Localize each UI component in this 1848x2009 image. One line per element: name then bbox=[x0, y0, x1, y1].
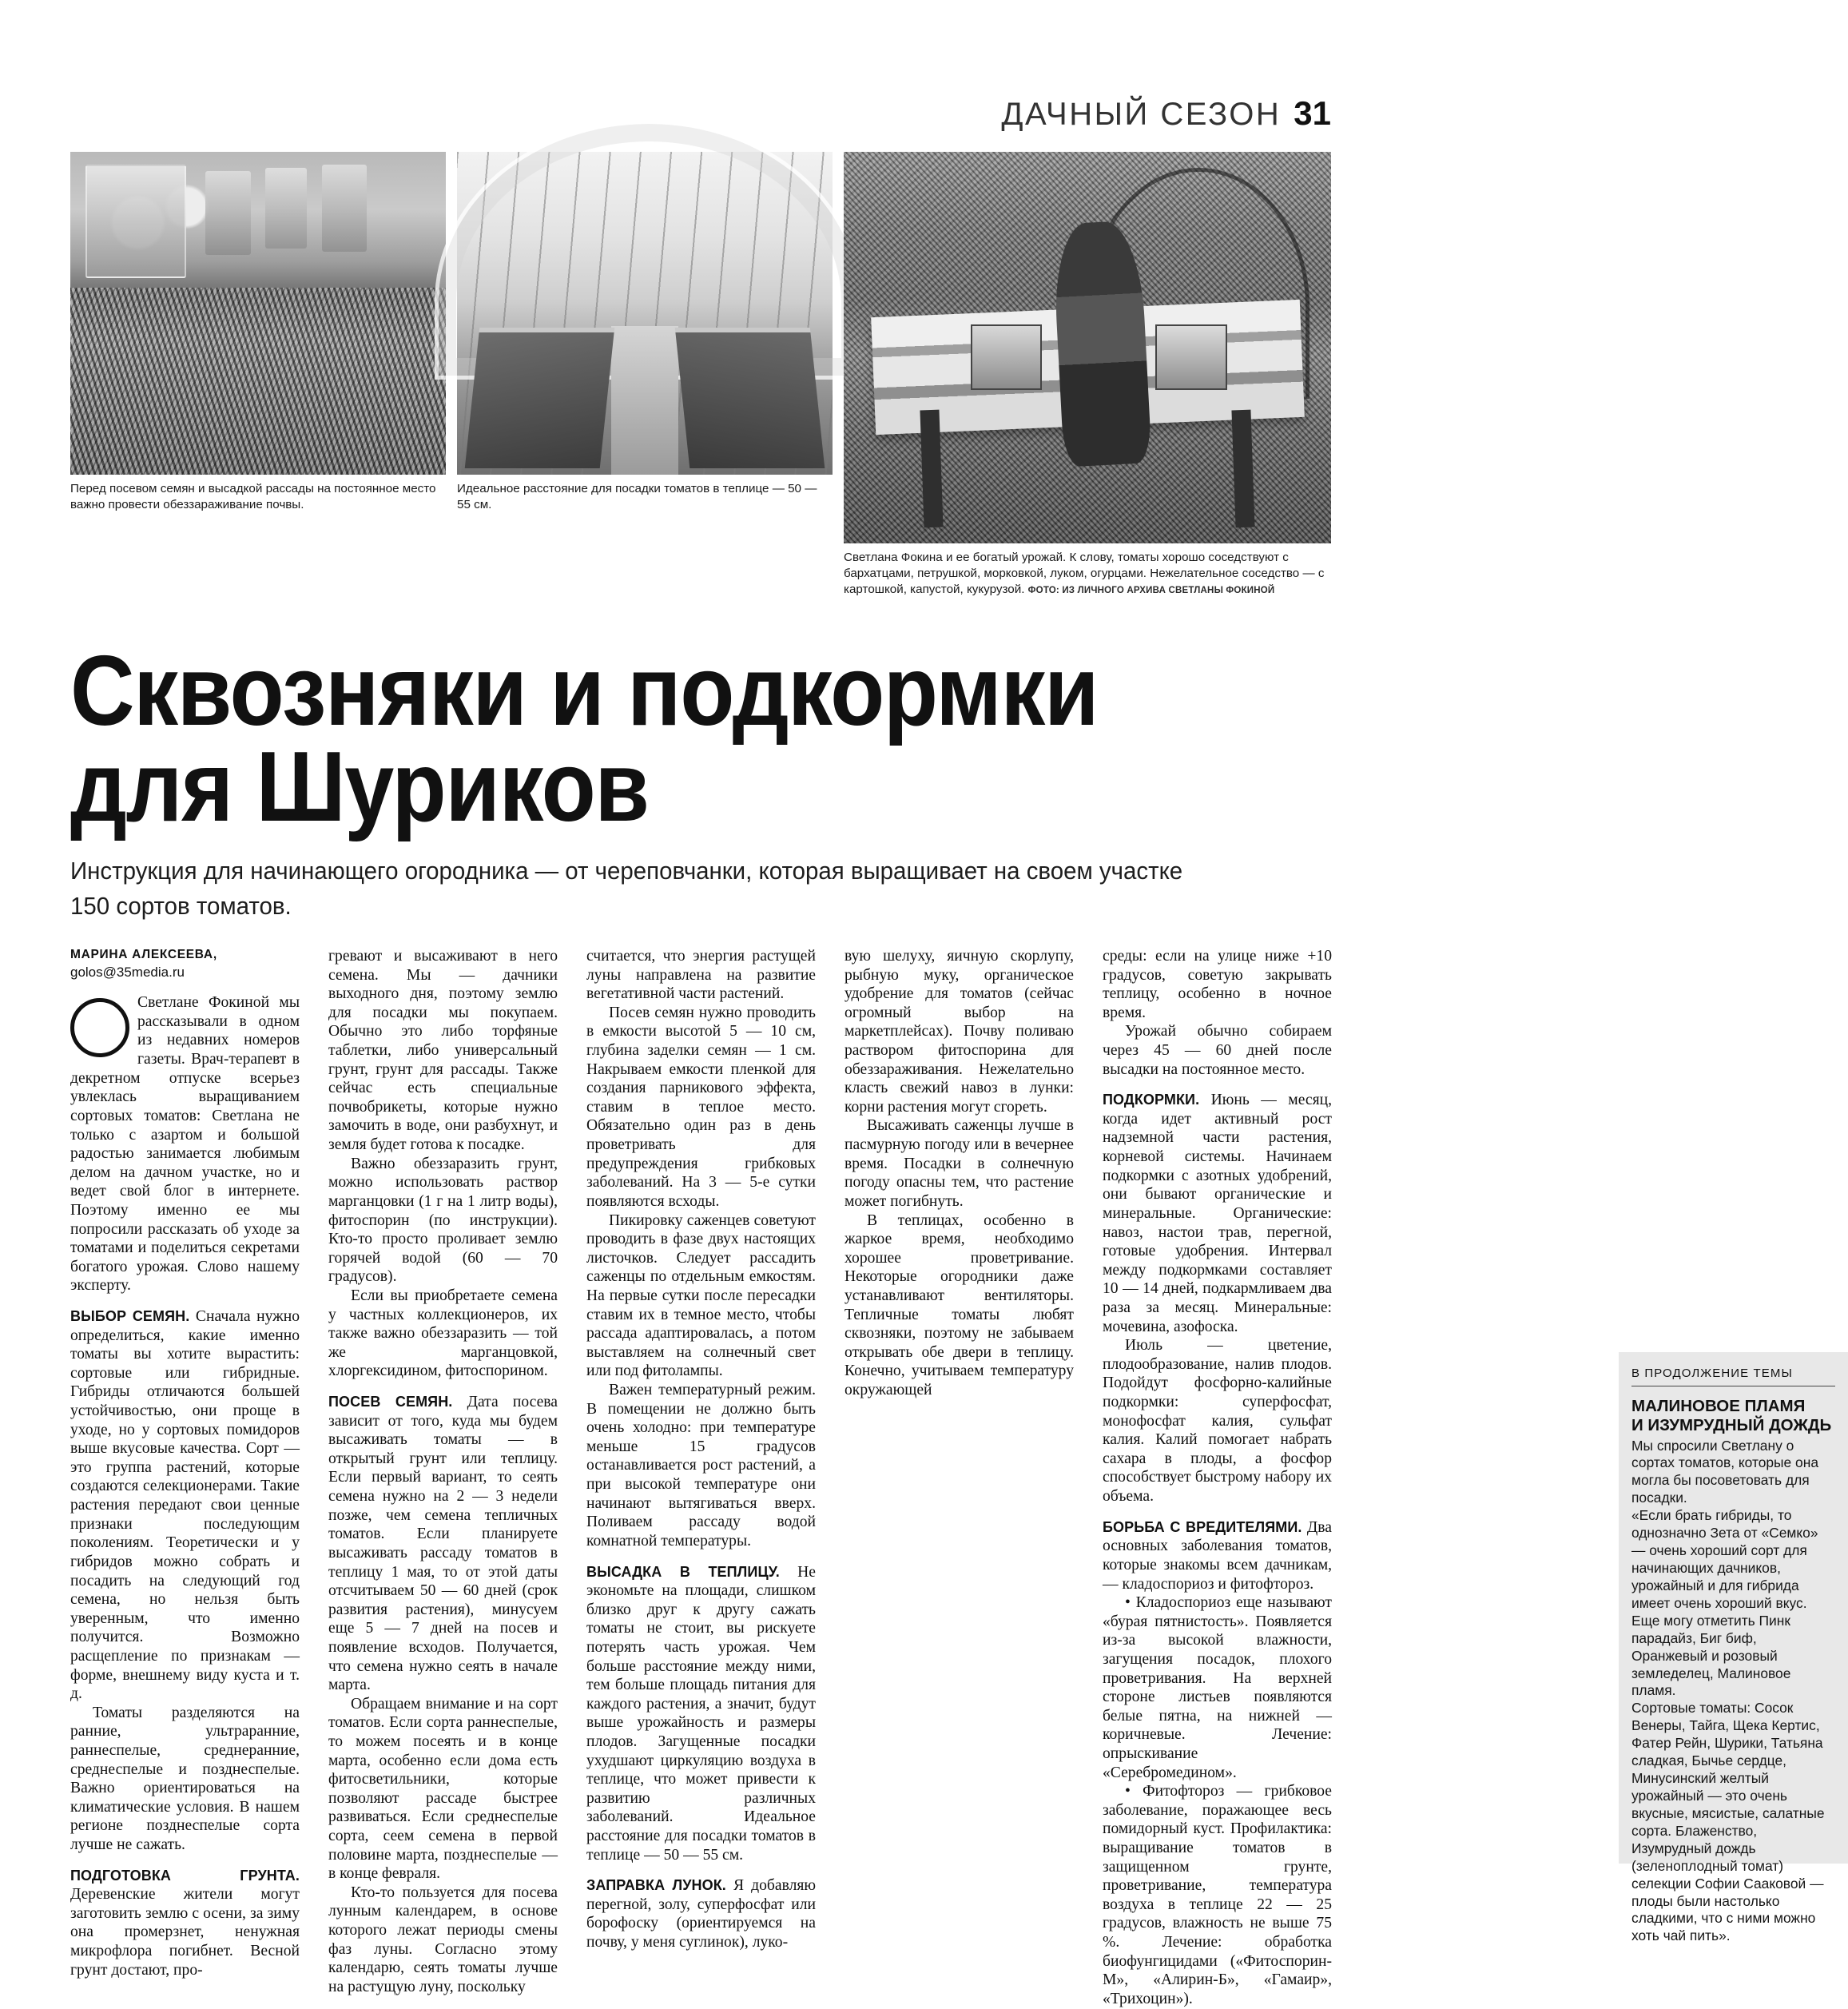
sidebar-paragraph: «Если брать гибриды, то однозначно Зета от «Семко» — очень хороший сорт для начинающих дачников, урожайный и для гибрида имеет очень хороший вкус. Еще могу отметить Пинк парадайз, Биг биф, Оранжевый и розовый земледелец, Малиновое пламя. bbox=[1631, 1507, 1818, 1699]
paragraph: гревают и высаживают в него семена. Мы — дачники выходного дня, поэтому землю для посадки мы покупаем. Обычно это либо торфяные таблетки, либо универсальный грунт, грунт для рассады. Также сейчас есть специальные почвобрикеты, которые нужно замочить в воде, они разбухнут, и земля будет готова к посадке. bbox=[328, 948, 558, 1154]
paragraph: Высаживать саженцы лучше в пасмурную погоду или в вечернее время. Посадки в солнечную погоду опасны тем, что растение может погибнуть. bbox=[845, 1117, 1074, 1210]
paragraph-text: Июнь — месяц, когда идет активный рост надземной части растения, корневой системы. Начинаем подкормки с азотных удобрений, они бывают органические и минеральные. Органические: навоз, настои трав, перегной, готовые удобрения. Интервал между подкормками составляет 10 — 14 дней, подкармливаем два раза за месяц. Минеральные: мочевина, азофоска. bbox=[1103, 1092, 1332, 1335]
paragraph-text: Сначала нужно определиться, какие именно томаты вы хотите вырастить: сортовые или гибридные. Гибриды отличаются большей устойчивостью, они проще в уходе, но у сортовых помидоров выше вкусовые качества. Сорт — это группа растений, которые создаются селекционерами. Такие растения передают свои ценные признаки последующим поколениям. Теоретически и у гибридов можно собрать и посадить на следующий год семена, но нельзя быть уверенным, что именно получится. Возможно расщепление по признакам — форме, внешнему виду куста и т. д. bbox=[70, 1307, 300, 1703]
headline-line-1: Сквозняки и подкормки bbox=[70, 636, 1099, 746]
column-1 bbox=[70, 947, 300, 1979]
paragraph-subhead-podkormki bbox=[1103, 1091, 1332, 1336]
sidebar-paragraph: Сортовые томаты: Сосок Венеры, Тайга, Щека Кертис, Фатер Рейн, Шурики, Татьяна сладкая, Бычье сердце, Минусинский желтый урожайный — это очень вкусные, мясистые, салатные сорта. Блаженство, Изумрудный дождь (зеленоплодный томат) селекции Софии Сааковой — плоды были настолько сладкими, что с ними можно хоть чай пить». bbox=[1631, 1700, 1825, 1944]
paragraph: среды: если на улице ниже +10 градусов, советую закрывать теплицу, особенно в ночное время. bbox=[1103, 948, 1332, 1021]
subhead-label: ПОДКОРМКИ. bbox=[1103, 1092, 1200, 1108]
photo-svetlana-fokina-harvest bbox=[844, 152, 1331, 543]
paragraph: вую шелуху, яичную скорлупу, рыбную муку, органическое удобрение для томатов (сейчас огромный выбор на маркетплейсах). Почву поливаю раствором фитоспорина для обеззараживания. Нежелательно класть свежий навоз в лунки: корни растения могут сгореть. bbox=[845, 948, 1074, 1116]
sidebar-title-line-2: И ИЗУМРУДНЫЙ ДОЖДЬ bbox=[1631, 1415, 1832, 1434]
sidebar-title-line-1: МАЛИНОВОЕ ПЛАМЯ bbox=[1631, 1397, 1806, 1415]
caption-text: Светлана Фокина и ее богатый урожай. К слову, томаты хорошо соседствуют с бархатцами, петрушкой, морковкой, луком, огурцами. Нежелательное соседство — с картошкой, капустой, кукурузой. bbox=[844, 551, 1325, 597]
paragraph-text: Два основных заболевания томатов, которые знакомы всем дачникам, — кладоспориоз и фитофтороз. bbox=[1103, 1518, 1332, 1593]
photo-image bbox=[844, 152, 1331, 543]
subhead-label: ПОСЕВ СЕМЯН. bbox=[328, 1394, 453, 1410]
photo-seedlings-in-trays bbox=[70, 152, 446, 475]
paragraph-text: Дата посева зависит от того, куда мы будем высаживать томаты — в открытый грунт или теплицу. Если первый вариант, то сеять семена нужно на 2 — 3 недели позже, чем семена тепличных томатов. Если планируете высаживать рассаду томатов в теплицу 1 мая, то от этой даты отсчитываем 50 — 60 дней (срок развития растения), минусуем еще 5 — 7 дней на посев и появление всходов. Получается, что семена нужно сеять в начале марта. bbox=[328, 1394, 558, 1694]
paragraph: Важен температурный режим. В помещении не должно быть очень холодно: при температуре меньше 15 градусов останавливается рост растений, а при высокой температуре они начинают вытягиваться вверх. Поливаем рассаду водой комнатной температуры. bbox=[586, 1382, 816, 1550]
headline-line-2: для Шуриков bbox=[70, 732, 649, 843]
subhead-label: ВЫСАДКА В ТЕПЛИЦУ. bbox=[586, 1563, 780, 1580]
paragraph: • Фитофтороз — грибковое заболевание, поражающее весь помидорный куст. Профилактика: выращивание томатов в защищенном грунте, проветривание, температура воздуха в теплице 22 — 25 градусов, влажность не выше 75 %. Лечение: обработка биофунгицидами («Фитоспорин-М», «Алирин-Б», «Гамаир», «Трихоцин»). bbox=[1103, 1783, 1332, 2007]
standfirst: Инструкция для начинающего огородника — от череповчанки, которая выращивает на своем участке 150 сортов томатов. bbox=[70, 857, 1183, 921]
paragraph: Пикировку саженцев советуют проводить в фазе двух настоящих листочков. Следует рассадить саженцы по отдельным емкостям. На первые сутки после пересадки ставим их в темное место, чтобы рассада адаптировалась, а потом выставляем на солнечный свет или под фитолампы. bbox=[586, 1211, 816, 1380]
paragraph: Светлане Фокиной мы рассказывали в одном из недавних номеров газеты. Врач-терапевт в декретном отпуске всерьез увлеклась выращиванием сортовых томатов: Светлана не только с азартом и большой радостью занимается любимым делом на дачном участке, но и ведет свой блог в интернете. Поэтому именно ее мы попросили рассказать об уходе за томатами и поделиться секретами богатого урожая. Слово нашему эксперту. bbox=[70, 994, 300, 1295]
byline bbox=[70, 947, 300, 981]
paragraph: считается, что энергия растущей луны направлена на развитие вегетативной части растений. bbox=[586, 948, 816, 1003]
column-5 bbox=[1103, 947, 1332, 2009]
paragraph-text: Я добавляю перегной, золу, суперфосфат или борофоску (ориентируемся на почву, у меня суглинок), луко- bbox=[586, 1877, 817, 1951]
paragraph-subhead-podgotovka-grunta bbox=[70, 1867, 300, 1980]
subhead-label: БОРЬБА С ВРЕДИТЕЛЯМИ. bbox=[1103, 1518, 1302, 1535]
column-3 bbox=[586, 947, 816, 1952]
column-2 bbox=[328, 947, 558, 1997]
article-columns bbox=[70, 947, 1832, 2007]
paragraph-subhead-borba-s-vreditelyami bbox=[1103, 1518, 1332, 1593]
subhead-label: ВЫБОР СЕМЯН. bbox=[70, 1307, 190, 1324]
sidebar-title bbox=[1631, 1397, 1835, 1435]
sidebar-paragraph: Мы спросили Светлану о сортах томатов, которые она могла бы посоветовать для посадки. bbox=[1631, 1437, 1819, 1506]
sidebar-kicker: В ПРОДОЛЖЕНИЕ ТЕМЫ bbox=[1631, 1367, 1835, 1386]
paragraph: • Кладоспориоз еще называют «бурая пятнистость». Появляется из-за высокой влажности, загущения посадок, плохого проветривания. На верхней стороне листьев появляются белые пятна, на нижней — коричневые. Лечение: опрыскивание «Серебромедином». bbox=[1103, 1594, 1332, 1781]
photo-caption-seedlings: Перед посевом семян и высадкой рассады на постоянное место важно провести обеззараживание почвы. bbox=[70, 482, 436, 512]
paragraph-subhead-zapravka-lunok bbox=[586, 1876, 816, 1951]
byline-author: МАРИНА АЛЕКСЕЕВА, bbox=[70, 948, 217, 961]
subhead-label: ПОДГОТОВКА ГРУНТА. bbox=[70, 1867, 300, 1884]
photo-caption-greenhouse: Идеальное расстояние для посадки томатов в теплице — 50 — 55 см. bbox=[457, 482, 817, 512]
section-title: ДАЧНЫЙ СЕЗОН bbox=[1001, 97, 1282, 132]
dropcap-circle-icon bbox=[70, 998, 129, 1057]
paragraph: Томаты разделяются на ранние, ультраранние, раннеспелые, среднеранние, среднеспелые и позднеспелые. Важно ориентироваться на климатические условия. В нашем регионе позднеспелые сорта лучше не сажать. bbox=[70, 1704, 300, 1854]
related-sidebar-box bbox=[1619, 1352, 1848, 1944]
photo-greenhouse-interior bbox=[457, 152, 833, 475]
paragraph: Июль — цветение, плодообразование, налив плодов. Подойдут фосфорно-калийные подкормки: суперфосфат, монофосфат калия, сульфат калия. Калий помогает набрать сахара в плоды, а фосфор способствует быстрому набору их объема. bbox=[1103, 1337, 1332, 1506]
photo-image bbox=[70, 152, 446, 475]
page-headline bbox=[70, 636, 1149, 843]
paragraph: Если вы приобретаете семена у частных коллекционеров, их также важно обеззаразить — той же марганцовкой, хлоргексидином, фитоспорином. bbox=[328, 1287, 558, 1380]
paragraph: Посев семян нужно проводить в емкости высотой 5 — 10 см, глубина заделки семян — 1 см. Накрываем емкости пленкой для создания парникового эффекта, ставим в теплое место. Обязательно один раз в день проветривать для предупреждения грибковых заболеваний. На 3 — 5-е сутки появляются всходы. bbox=[586, 1004, 816, 1210]
paragraph: Урожай обычно собираем через 45 — 60 дней после высадки на постоянное место. bbox=[1103, 1023, 1332, 1078]
byline-email[interactable]: golos@35media.ru bbox=[70, 965, 185, 981]
photo-caption-fokina bbox=[844, 550, 1331, 598]
paragraph-subhead-vybor-semyan bbox=[70, 1307, 300, 1704]
photo-image bbox=[457, 152, 833, 475]
photo-credit: ФОТО: ИЗ ЛИЧНОГО АРХИВА СВЕТЛАНЫ ФОКИНОЙ bbox=[1027, 586, 1275, 596]
sidebar-body bbox=[1631, 1438, 1835, 1946]
paragraph: В теплицах, особенно в жаркое время, необходимо хорошее проветривание. Некоторые огородники даже устанавливают вентиляторы. Тепличные томаты любят сквозняки, поэтому не забываем открывать обе двери в теплицу. Конечно, учитываем температуру окружающей bbox=[845, 1211, 1074, 1399]
paragraph: Обращаем внимание и на сорт томатов. Если сорта раннеспелые, то можем посеять и в конце марта, особенно если дома есть фитосветильники, которые позволяют рассаде быстрее развиваться. Если среднеспелые сорта, сеем семена в первой половине марта, позднеспелые — в конце февраля. bbox=[328, 1695, 558, 1883]
paragraph: Важно обеззаразить грунт, можно использовать раствор марганцовки (1 г на 1 литр воды), фитоспорин (по инструкции). Кто-то просто проливает землю горячей водой (60 — 70 градусов). bbox=[328, 1155, 558, 1286]
intro-block bbox=[70, 993, 300, 1295]
paragraph-subhead-posev-semyan bbox=[328, 1393, 558, 1695]
subhead-label: ЗАПРАВКА ЛУНОК. bbox=[586, 1877, 726, 1894]
page-number: 31 bbox=[1294, 94, 1331, 132]
paragraph-text: Не экономьте на площади, слишком близко друг к другу сажать томаты не стоит, вы рискуете потерять часть урожая. Чем больше расстояние между ними, тем больше площадь питания для каждого растения, а значит, будут выше урожайность и размеры плодов. Загущенные посадки ухудшают циркуляцию воздуха в теплице, что может привести к развитию различных заболеваний. Идеальное расстояние для посадки томатов в теплице — 50 — 55 см. bbox=[586, 1563, 816, 1864]
paragraph-text: Деревенские жители могут заготовить землю с осени, за зиму она промерзнет, ненужная микрофлора погибнет. Весной грунт достают, про- bbox=[70, 1886, 300, 1979]
paragraph-subhead-vysadka-v-teplitsu bbox=[586, 1563, 816, 1865]
paragraph: Кто-то пользуется для посева лунным календарем, в основе которого лежат периоды смены фаз луны. Согласно этому календарю, сеять томаты лучше на растущую луну, поскольку bbox=[328, 1884, 558, 1995]
